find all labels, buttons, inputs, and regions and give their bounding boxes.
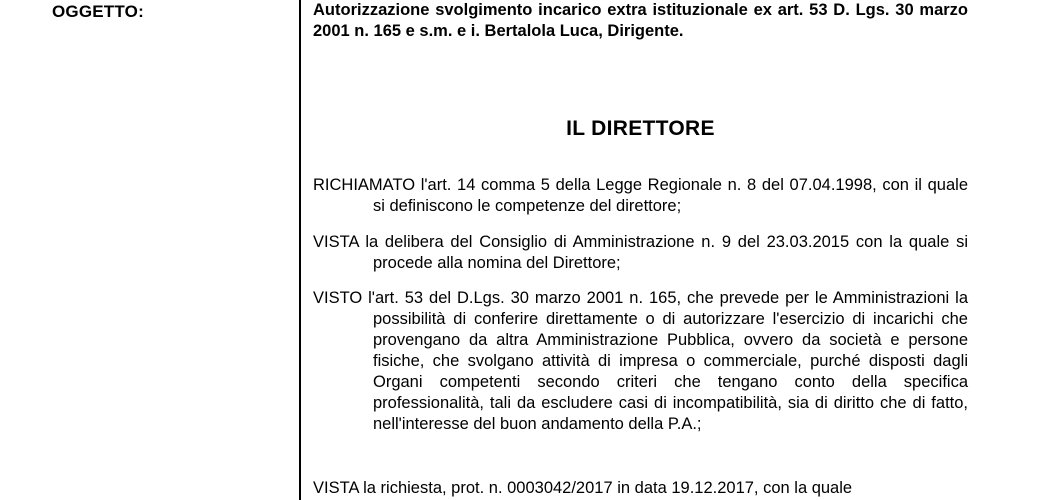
paragraph <box>313 288 968 435</box>
paragraph-text: VISTA la delibera del Consiglio di Amministrazione n. 9 del 23.03.2015 con la quale si procede alla nomina del Direttore; <box>313 233 968 272</box>
column-divider <box>299 0 301 500</box>
section-heading: IL DIRETTORE <box>566 117 715 140</box>
paragraph <box>313 478 968 499</box>
paragraph <box>313 175 968 217</box>
paragraph <box>313 232 968 274</box>
subject-label: OGGETTO: <box>52 2 144 21</box>
subject-text: Autorizzazione svolgimento incarico extra istituzionale ex art. 53 D. Lgs. 30 marzo 2001 n. 165 e s.m. e i. Bertalola Luca, Dirigente. <box>313 1 968 40</box>
paragraph-text: VISTA la richiesta, prot. n. 0003042/2017 in data 19.12.2017, con la quale <box>313 479 853 497</box>
left-column <box>0 0 299 500</box>
paragraph-text: RICHIAMATO l'art. 14 comma 5 della Legge Regionale n. 8 del 07.04.1998, con il quale si definiscono le competenze del direttore; <box>313 176 968 215</box>
paragraph-text: VISTO l'art. 53 del D.Lgs. 30 marzo 2001 n. 165, che prevede per le Amministrazioni la possibilità di conferire direttamente o di autorizzare l'esercizio di incarichi che provengano da altra Amministrazione Pubblica, ovvero da società e persone fisiche, che svolgano attività di impresa o commerciale, purché disposti dagli Organi competenti secondo criteri che tengano conto della specifica professionalità, tali da escludere casi di incompatibilità, sia di diritto che di fatto, nell'interesse del buon andamento della P.A.; <box>313 289 968 433</box>
